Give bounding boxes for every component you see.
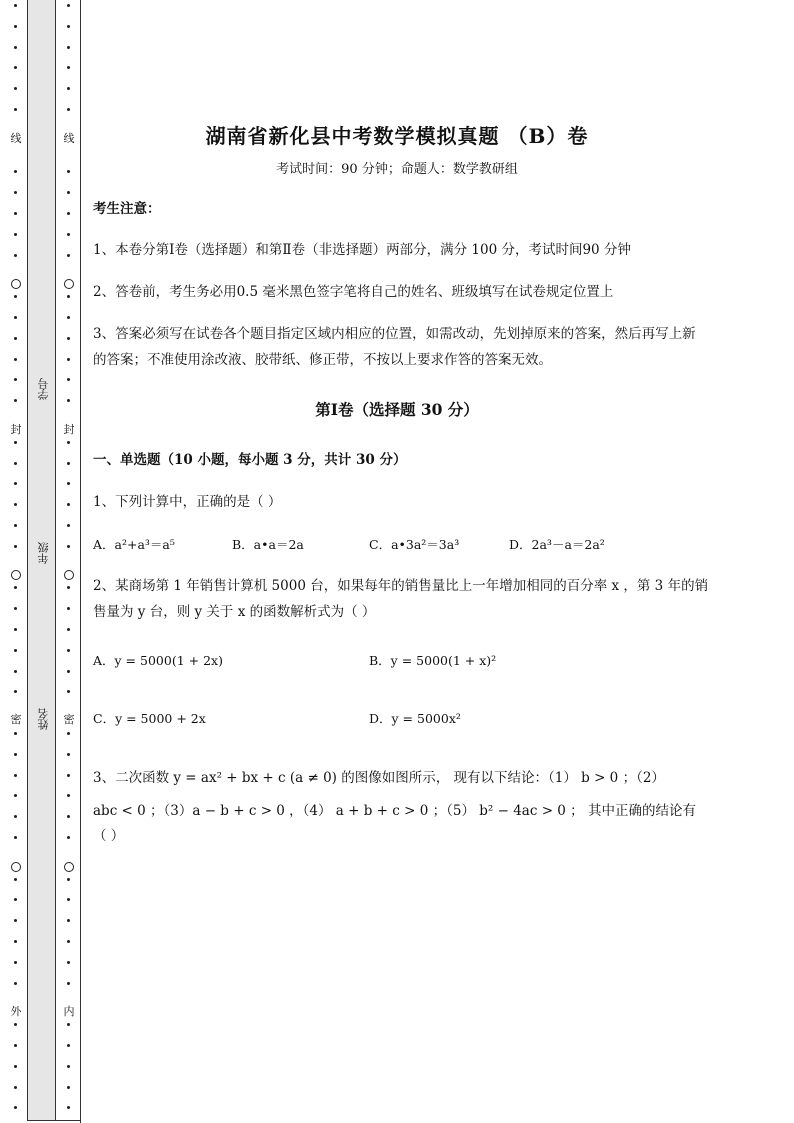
cut-line-dot bbox=[14, 586, 17, 589]
inner-circle-mark bbox=[64, 862, 74, 872]
q3-line2: abc < 0 ；（3）a − b + c > 0 ，（4） a + b + c > 0 ；（5） b² − 4ac > 0 ； 其中正确的结论有 bbox=[93, 803, 696, 819]
notice-heading: 考生注意： bbox=[93, 201, 161, 217]
cut-line-dot bbox=[14, 1044, 17, 1047]
cut-line-dot bbox=[67, 774, 70, 777]
cut-line-dot bbox=[14, 212, 17, 215]
cut-line-dot bbox=[14, 441, 17, 444]
cut-line-dot bbox=[67, 212, 70, 215]
cut-line-dot bbox=[14, 462, 17, 465]
cut-line-dot bbox=[14, 25, 17, 28]
outer-line-char: 线 bbox=[10, 132, 22, 145]
cut-line-dot bbox=[67, 690, 70, 693]
outer-secret-char: 密 bbox=[10, 713, 22, 726]
notice-item-1: 1、本卷分第Ⅰ卷（选择题）和第Ⅱ卷（非选择题）两部分，满分 100 分，考试时间90 分钟 bbox=[93, 242, 631, 258]
q2-stem-line2: 售量为 y 台，则 y 关于 x 的函数解析式为（ ） bbox=[93, 604, 376, 620]
cut-line-dot bbox=[14, 815, 17, 818]
cut-line-dot bbox=[67, 191, 70, 194]
cut-line-dot bbox=[67, 358, 70, 361]
q1-option-b bbox=[232, 535, 304, 555]
inner-circle-mark bbox=[64, 570, 74, 580]
student-id-label: 学号 bbox=[37, 378, 50, 400]
q3-line3: （ ） bbox=[93, 828, 125, 844]
cut-line-dot bbox=[67, 1106, 70, 1109]
cut-line-dot bbox=[67, 482, 70, 485]
cut-line-dot bbox=[14, 961, 17, 964]
notice-item-3-cont: 的答案；不准使用涂改液、胶带纸、修正带，不按以上要求作答的答案无效。 bbox=[93, 352, 552, 368]
inner-circle-mark bbox=[64, 279, 74, 289]
cut-line-dot bbox=[14, 503, 17, 506]
cut-line-dot bbox=[14, 316, 17, 319]
cut-line-dot bbox=[67, 815, 70, 818]
inner-inside-char: 内 bbox=[63, 1005, 75, 1018]
cut-line-dot bbox=[67, 794, 70, 797]
cut-line-dot bbox=[67, 1065, 70, 1068]
cut-line-dot bbox=[14, 482, 17, 485]
cut-line-dot bbox=[14, 774, 17, 777]
q2-option-c-text: C．y = 5000 + 2x bbox=[93, 711, 206, 726]
q2-option-c bbox=[93, 709, 206, 729]
section-title: 第Ⅰ卷（选择题 30 分） bbox=[315, 400, 479, 419]
cut-line-dot bbox=[67, 46, 70, 49]
cut-line-dot bbox=[67, 1023, 70, 1026]
cut-line-dot bbox=[67, 316, 70, 319]
grade-label: 年级 bbox=[37, 542, 50, 564]
cut-line-dot bbox=[67, 441, 70, 444]
cut-line-dot bbox=[67, 295, 70, 298]
cut-line-dot bbox=[14, 1106, 17, 1109]
cut-line-dot bbox=[14, 836, 17, 839]
q2-option-d-text: D．y = 5000x² bbox=[369, 711, 461, 726]
q1-option-c bbox=[369, 535, 459, 555]
name-field-label bbox=[36, 708, 50, 730]
cut-line-dot bbox=[67, 898, 70, 901]
cut-line-dot bbox=[14, 670, 17, 673]
name-label: 姓名 bbox=[37, 708, 50, 730]
cut-line-dot bbox=[14, 690, 17, 693]
cut-line-dot bbox=[67, 233, 70, 236]
q1-option-c-text: C．a•3a²＝3a³ bbox=[369, 537, 460, 552]
cut-line-dot bbox=[14, 919, 17, 922]
cut-line-dot bbox=[14, 545, 17, 548]
cut-line-dot bbox=[14, 295, 17, 298]
cut-line-dot bbox=[67, 982, 70, 985]
outer-outside-char: 外 bbox=[10, 1005, 22, 1018]
cut-line-dot bbox=[14, 878, 17, 881]
cut-line-dot bbox=[67, 878, 70, 881]
cut-line-dot bbox=[14, 649, 17, 652]
cut-line-dot bbox=[14, 794, 17, 797]
cut-line-dot bbox=[14, 607, 17, 610]
cut-line-dot bbox=[67, 607, 70, 610]
outer-circle-mark bbox=[11, 279, 21, 289]
inner-line-char: 线 bbox=[63, 132, 75, 145]
cut-line-dot bbox=[67, 462, 70, 465]
cut-line-dot bbox=[67, 545, 70, 548]
cut-line-dot bbox=[14, 898, 17, 901]
q3-line1: 3、二次函数 y = ax² + bx + c (a ≠ 0) 的图像如图所示， 现有以下结论：（1） b > 0 ；（2） bbox=[93, 770, 665, 786]
exam-title: 湖南省新化县中考数学模拟真题 （B）卷 bbox=[205, 124, 589, 148]
cut-line-dot bbox=[67, 337, 70, 340]
q2-option-b bbox=[369, 651, 496, 671]
cut-line-dot bbox=[14, 1023, 17, 1026]
cut-line-dot bbox=[14, 1086, 17, 1089]
cut-line-dot bbox=[67, 670, 70, 673]
outer-circle-mark bbox=[11, 862, 21, 872]
exam-subtitle: 考试时间：90 分钟；命题人：数学教研组 bbox=[276, 162, 518, 177]
cut-line-dot bbox=[67, 503, 70, 506]
cut-line-dot bbox=[67, 628, 70, 631]
cut-line-dot bbox=[14, 524, 17, 527]
cut-line-dot bbox=[67, 732, 70, 735]
q2-option-a-text: A．y = 5000(1 + 2x) bbox=[93, 653, 223, 668]
q2-option-a bbox=[93, 651, 223, 671]
cut-line-dot bbox=[67, 940, 70, 943]
cut-line-dot bbox=[14, 46, 17, 49]
q1-option-d-text: D．2a³－a＝2a² bbox=[509, 537, 605, 552]
cut-line-dot bbox=[67, 753, 70, 756]
cut-line-dot bbox=[14, 108, 17, 111]
cut-line-dot bbox=[67, 378, 70, 381]
cut-line-dot bbox=[14, 254, 17, 257]
cut-line-dot bbox=[14, 87, 17, 90]
cut-line-dot bbox=[14, 628, 17, 631]
cut-line-dot bbox=[14, 1065, 17, 1068]
cut-line-dot bbox=[67, 25, 70, 28]
inner-seal-char: 封 bbox=[63, 423, 75, 436]
cut-line-dot bbox=[14, 753, 17, 756]
q2-option-b-text: B．y = 5000(1 + x)² bbox=[369, 653, 497, 668]
q1-option-b-text: B．a•a＝2a bbox=[232, 537, 304, 552]
cut-line-dot bbox=[14, 191, 17, 194]
cut-line-dot bbox=[14, 982, 17, 985]
cut-line-dot bbox=[14, 940, 17, 943]
cut-line-dot bbox=[14, 4, 17, 7]
cut-line-dot bbox=[67, 961, 70, 964]
cut-line-dot bbox=[67, 108, 70, 111]
cut-line-dot bbox=[67, 919, 70, 922]
cut-line-dot bbox=[67, 66, 70, 69]
q2-stem-line1: 2、某商场第 1 年销售计算机 5000 台，如果每年的销售量比上一年增加相同的百分率 x ，第 3 年的销 bbox=[93, 578, 709, 594]
student-id-field-label bbox=[36, 378, 50, 400]
cut-line-dot bbox=[14, 337, 17, 340]
q1-option-a-text: A．a²+a³＝a⁵ bbox=[93, 537, 175, 552]
cut-line-dot bbox=[67, 254, 70, 257]
cut-line-dot bbox=[14, 66, 17, 69]
notice-item-3: 3、答案必须写在试卷各个题目指定区域内相应的位置，如需改动，先划掉原来的答案，然后再写上新 bbox=[93, 326, 696, 342]
q1-stem: 1、下列计算中，正确的是（ ） bbox=[93, 494, 282, 510]
outer-seal-char: 封 bbox=[10, 423, 22, 436]
part-title: 一、单选题（10 小题，每小题 3 分，共计 30 分） bbox=[93, 452, 407, 468]
q1-option-a bbox=[93, 535, 175, 555]
cut-line-dot bbox=[67, 649, 70, 652]
binding-bottom-rule bbox=[27, 1120, 81, 1121]
cut-line-dot bbox=[67, 524, 70, 527]
outer-circle-mark bbox=[11, 570, 21, 580]
cut-line-dot bbox=[67, 1044, 70, 1047]
cut-line-dot bbox=[67, 87, 70, 90]
cut-line-dot bbox=[67, 1086, 70, 1089]
q1-option-d bbox=[509, 535, 605, 555]
inner-secret-char: 密 bbox=[63, 713, 75, 726]
cut-line-dot bbox=[14, 732, 17, 735]
notice-item-2: 2、答卷前，考生务必用0.5 毫米黑色签字笔将自己的姓名、班级填写在试卷规定位置上 bbox=[93, 284, 614, 300]
cut-line-dot bbox=[67, 836, 70, 839]
cut-line-dot bbox=[14, 358, 17, 361]
cut-line-dot bbox=[14, 378, 17, 381]
cut-line-dot bbox=[67, 586, 70, 589]
cut-line-dot bbox=[14, 233, 17, 236]
cut-line-dot bbox=[67, 4, 70, 7]
grade-field-label bbox=[36, 542, 50, 564]
q2-option-d bbox=[369, 709, 461, 729]
